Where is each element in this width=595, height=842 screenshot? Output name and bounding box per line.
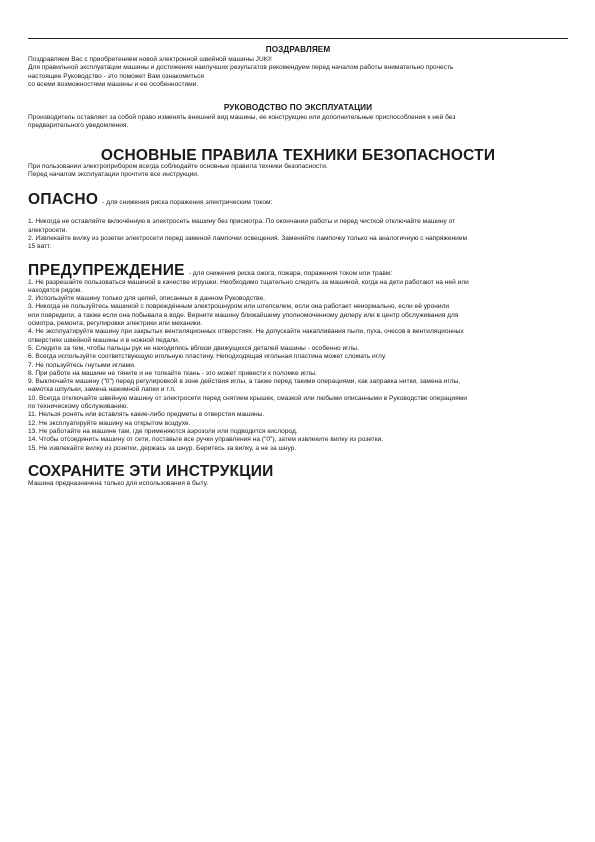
list-item: 1. Никогда не оставляйте включённую в электросеть машину без присмотра. По окончании работы и перед чисткой отключайте машину от	[28, 218, 456, 226]
list-item: намотка шпульки, замена нажимной лапки и т.п.	[28, 386, 176, 394]
list-item: 2. Используйте машину только для целей, описанных в данном Руководстве.	[28, 295, 265, 303]
list-item: 7. Не пользуйтесь гнутыми иглами.	[28, 361, 136, 369]
congrats-text	[28, 56, 568, 89]
list-item: или повредили, а также если она побывала в воде. Верните машину ближайшему уполномоченному дилеру или в центр обслуживания для	[28, 311, 459, 319]
manual-line: Производитель оставляет за собой право изменять внешний вид машины, ее конструкцию или дополнительные приспособления к ней без	[28, 114, 456, 122]
list-item: отверстиях швейной машины и в ножной педали.	[28, 336, 180, 344]
list-item: 4. Не эксплуатируйте машину при закрытых вентиляционных отверстиях. Не допускайте накапливания пыли, пуха, очесов в вентиляционных	[28, 328, 464, 336]
congrats-line: Для правильной эксплуатации машины и достижения наилучших результатов рекомендуем перед началом работы внимательно прочесть	[28, 64, 454, 72]
list-item: 9. Выключайте машину ("0") перед регулировкой в зоне действия иглы, а также перед такими операциями, как заправка нитки, замена иглы,	[28, 378, 461, 386]
list-item: 1. Не разрешайте пользоваться машиной в качестве игрушки. Необходимо тщательно следить за машиной, когда на дети работают на ней или	[28, 278, 469, 286]
list-item: 10. Всегда отключайте швейную машину от электросети перед снятием крышек, смазкой или любыми описанными в Руководстве операциями	[28, 394, 467, 402]
warning-header	[28, 262, 568, 279]
warning-heading: ПРЕДУПРЕЖДЕНИЕ	[28, 261, 185, 279]
danger-list	[28, 218, 568, 251]
safety-line: При пользовании электроприбором всегда соблюдайте основные правила техники безопасности.	[28, 162, 328, 170]
list-item: 12. Не эксплуатируйте машину на открытом воздухе.	[28, 419, 191, 427]
safety-text	[28, 163, 568, 180]
list-item: 11. Нельзя ронять или вставлять какие-либо предметы в отверстия машины.	[28, 411, 265, 419]
list-item: 13. Не работайте на машине там, где применяются аэрозоли или подводится кислород.	[28, 427, 298, 435]
document-page	[28, 38, 568, 488]
manual-line: предварительного уведомления.	[28, 122, 129, 130]
list-item: 14. Чтобы отсоединить машину от сети, поставьте все ручки управления на ("0"), затем извлеките вилку из розетки.	[28, 436, 384, 444]
list-item: 5. Следите за тем, чтобы пальцы рук не находились вблизи движущихся деталей машины - особенно иглы.	[28, 344, 359, 352]
list-item: электросети.	[28, 226, 68, 234]
manual-text	[28, 114, 568, 131]
list-item: 15. Не извлекайте вилку из розетки, держась за шнур. Беритесь за вилку, а не за шнур.	[28, 444, 297, 452]
list-item: осмотра, ремонта, регулировки электрики или механики.	[28, 320, 203, 328]
save-title: СОХРАНИТЕ ЭТИ ИНСТРУКЦИИ	[28, 462, 274, 480]
congrats-line: настоящее Руководство - это поможет Вам ознакомиться	[28, 72, 204, 80]
danger-note: - для снижения риска поражения электрическим током:	[102, 199, 273, 207]
warning-list	[28, 279, 568, 453]
congrats-line: со всеми возможностями машины и ее особенностями.	[28, 80, 199, 88]
list-item: 6. Всегда используйте соответствующую игольную пластину. Неподходящая игольная пластина может сломать иглу.	[28, 353, 387, 361]
congrats-line: Поздравляем Вас с приобретением новой электронной швейной машины JUKI!	[28, 56, 272, 63]
list-item: по техническому обслуживанию.	[28, 403, 129, 411]
congrats-heading: ПОЗДРАВЛЯЕМ	[265, 45, 331, 54]
list-item: 8. При работе на машине не тяните и не толкайте ткань - это может привести к поломке иглы.	[28, 369, 317, 377]
danger-heading: ОПАСНО	[28, 191, 99, 209]
list-item: находятся рядом.	[28, 286, 83, 294]
safety-title: ОСНОВНЫЕ ПРАВИЛА ТЕХНИКИ БЕЗОПАСНОСТИ	[100, 146, 496, 164]
manual-heading: РУКОВОДСТВО ПО ЭКСПЛУАТАЦИИ	[223, 103, 373, 113]
save-line: Машина предназначена только для использования в быту.	[28, 479, 209, 487]
list-item: 3. Никогда не пользуйтесь машиной с повреждённым электрошнуром или штепселем, если она работает ненормально, если её уронили	[28, 303, 450, 311]
safety-line: Перед началом эксплуатации прочтите все инструкции.	[28, 171, 199, 179]
list-item: 2. Извлекайте вилку из розетки электросети перед заменой лампочки освещения. Заменяйте лампочку только на аналогичную с напряжением	[28, 234, 468, 242]
warning-note: - для снижения риска ожога, пожара, поражения током или травм:	[188, 269, 393, 277]
top-divider	[28, 38, 568, 39]
danger-header	[28, 191, 568, 208]
list-item: 15 ватт.	[28, 243, 52, 251]
